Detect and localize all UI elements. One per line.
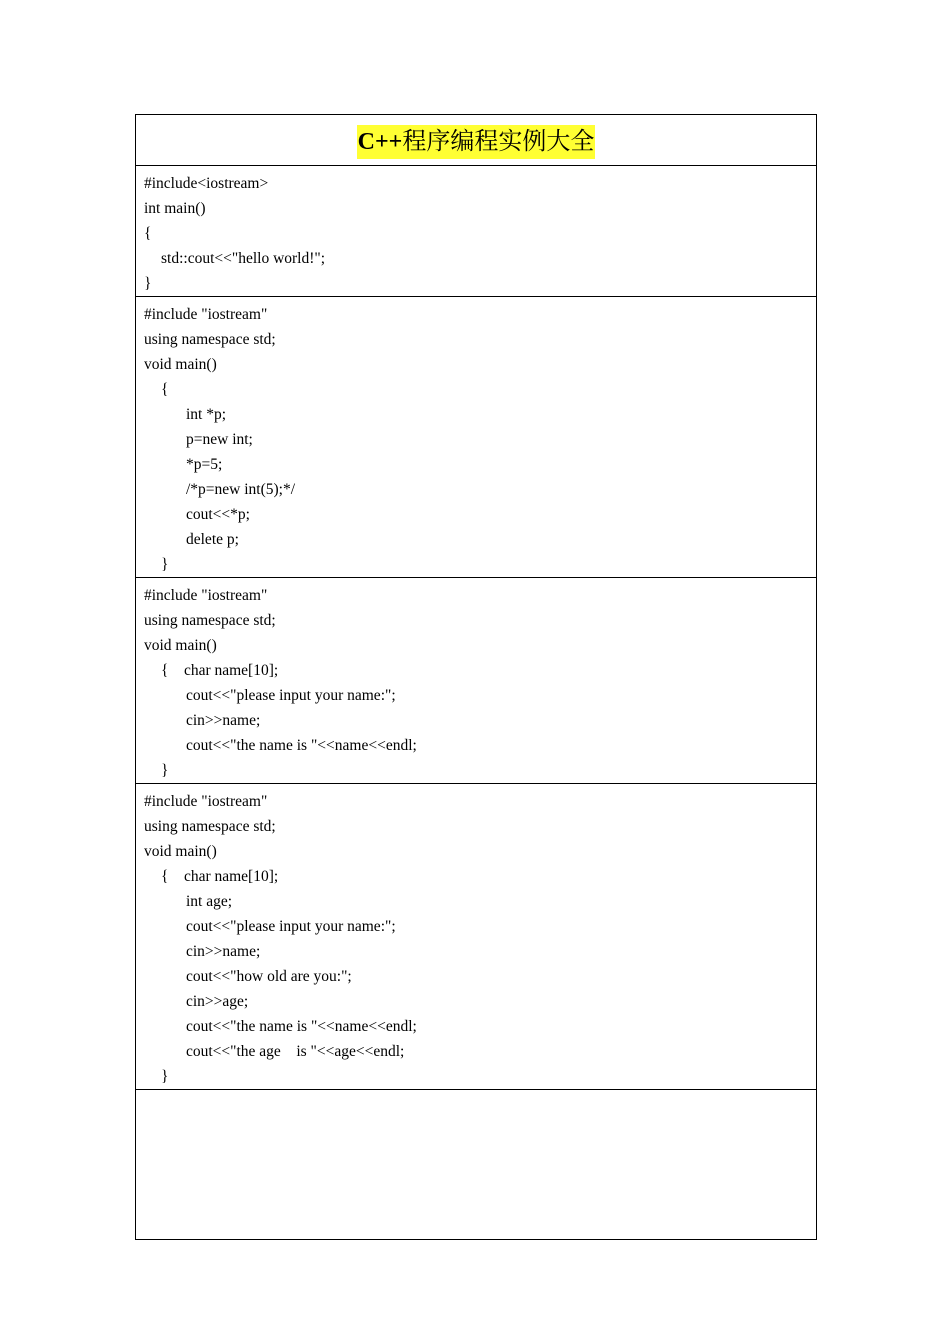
- code-line: }: [144, 275, 152, 292]
- code-line: std::cout<<"hello world!";: [161, 250, 326, 267]
- code-line: void main(): [144, 637, 217, 654]
- code-line: #include "iostream": [144, 587, 268, 604]
- code-block-1: [136, 166, 817, 297]
- code-line: using namespace std;: [144, 331, 276, 348]
- code-block-2: [136, 297, 817, 578]
- examples-table: [135, 114, 817, 1240]
- code-line: cin>>name;: [186, 712, 261, 729]
- code-line: cout<<"the age is "<<age<<endl;: [186, 1043, 405, 1060]
- code-line: {: [144, 225, 152, 242]
- code-line: int age;: [186, 893, 233, 910]
- code-line: { char name[10];: [161, 868, 279, 885]
- code-line: int main(): [144, 200, 206, 217]
- page-title: [357, 125, 596, 159]
- code-line: void main(): [144, 843, 217, 860]
- page-title-cjk: 程序编程实例大全: [402, 129, 595, 155]
- code-line: using namespace std;: [144, 612, 276, 629]
- code-line: /*p=new int(5);*/: [186, 481, 296, 498]
- code-line: *p=5;: [186, 456, 223, 473]
- code-block-3: [136, 578, 817, 784]
- code-block-row: [136, 578, 817, 784]
- title-row: [136, 115, 817, 166]
- code-line: using namespace std;: [144, 818, 276, 835]
- blank-row: [136, 1090, 817, 1240]
- code-line: cin>>name;: [186, 943, 261, 960]
- title-cell: [136, 115, 817, 166]
- code-line: void main(): [144, 356, 217, 373]
- code-line: #include "iostream": [144, 793, 268, 810]
- code-line: { char name[10];: [161, 662, 279, 679]
- examples-table-body: [136, 115, 817, 1240]
- empty-cell: [136, 1090, 817, 1240]
- code-line: }: [161, 762, 169, 779]
- code-block-row: [136, 784, 817, 1090]
- code-line: }: [161, 556, 169, 573]
- code-block-row: [136, 297, 817, 578]
- page-title-latin: C++: [357, 129, 403, 155]
- code-line: #include<iostream>: [144, 175, 269, 192]
- code-block-row: [136, 166, 817, 297]
- code-line: {: [161, 381, 169, 398]
- code-line: p=new int;: [186, 431, 253, 448]
- code-line: cout<<*p;: [186, 506, 250, 523]
- code-line: int *p;: [186, 406, 227, 423]
- code-line: delete p;: [186, 531, 239, 548]
- code-line: cout<<"please input your name:";: [186, 687, 396, 704]
- code-line: cin>>age;: [186, 993, 249, 1010]
- code-block-4: [136, 784, 817, 1090]
- code-line: cout<<"how old are you:";: [186, 968, 352, 985]
- code-line: }: [161, 1068, 169, 1085]
- code-line: cout<<"the name is "<<name<<endl;: [186, 737, 417, 754]
- code-line: cout<<"the name is "<<name<<endl;: [186, 1018, 417, 1035]
- code-line: cout<<"please input your name:";: [186, 918, 396, 935]
- code-line: #include "iostream": [144, 306, 268, 323]
